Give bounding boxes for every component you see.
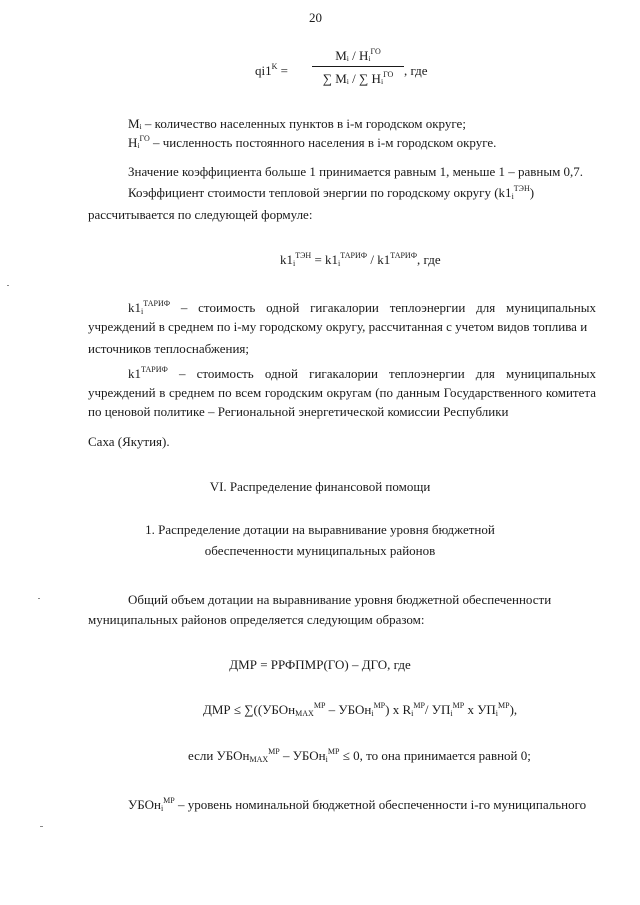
section-title: VI. Распределение финансовой помощи bbox=[209, 479, 431, 494]
scan-speck bbox=[40, 826, 43, 827]
definition-ubon: УБОн$_i^{МР}$ – уровень номинальной бюджетной обеспеченности i-го муниципального bbox=[128, 796, 587, 813]
coefficient-value-note: Значение коэффициента больше 1 принимается равным 1, меньше 1 – равным 0,7. bbox=[128, 164, 584, 179]
coefficient-heat-intro-last: рассчитывается по следующей формуле: bbox=[88, 207, 313, 222]
total-volume-paragraph: Общий объем дотации на выравнивание уровня бюджетной обеспеченности bbox=[128, 592, 552, 607]
subsection-title-line-1: 1. Распределение дотации на выравнивание уровня бюджетной bbox=[145, 522, 495, 537]
formula-q-fraction bbox=[310, 48, 406, 87]
formula-inequality: ДМР ≤ ∑((УБОн$_{MAX}^{МР}$ – УБОн$_i^{МР}$) x $R_i^{МР}/$ $УП_i^{МР}$ x $УП_i^{МР}$), bbox=[203, 701, 518, 718]
scan-speck bbox=[38, 598, 40, 599]
scan-speck bbox=[7, 285, 9, 286]
definition-k1i-last: источников теплоснабжения; bbox=[88, 341, 249, 356]
definition-k1-last: Саха (Якутия). bbox=[88, 434, 170, 449]
formula-condition: если УБОн$_{MAX}^{МР}$ – УБОн$_i^{МР}$ ≤ 0, то она принимается равной 0; bbox=[188, 747, 531, 764]
formula-dmr: ДМР = РРФПМР(ГО) – ДГО, где bbox=[229, 657, 411, 672]
subsection-title-line-2: обеспеченности муниципальных районов bbox=[204, 543, 436, 558]
definition-m: Mᵢ – количество населенных пунктов в i-м городском округе; bbox=[128, 116, 466, 131]
formula-q-lhs: $qi1^K$ = bbox=[255, 62, 288, 78]
definition-h: Hᵢ$^{ГО}$ – численность постоянного населения в i-м городском округе. bbox=[128, 134, 497, 150]
formula-q-numerator: Mᵢ / Hᵢ$^{ГО}$ bbox=[335, 47, 381, 63]
definition-k1: $k1^{ТАРИФ}$ – стоимость одной гигакалории теплоэнергии для муниципальных учреждений в среднем по всем городским округам (по данным Государственного комитета по ценовой политике – Региональной энергетической комиссии Республики bbox=[88, 365, 596, 419]
formula-q-denominator: ∑ Mᵢ / ∑ Hᵢ$^{ГО}$ bbox=[322, 70, 394, 86]
formula-k: $k1_i^{ТЭН} = k1_i^{ТАРИФ} / k1^{ТАРИФ}$, где bbox=[280, 251, 441, 268]
definition-k1i: $k1_i^{ТАРИФ}$ – стоимость одной гигакалории теплоэнергии для муниципальных учреждений в среднем по i-му городскому округу, рассчитанная с учетом видов топлива и bbox=[88, 299, 596, 334]
coefficient-heat-intro: Коэффициент стоимости тепловой энергии по городскому округу $(k1_i^{ТЭН})$ bbox=[128, 184, 535, 201]
page-number: 20 bbox=[309, 10, 322, 25]
total-volume-paragraph-last: муниципальных районов определяется следующим образом: bbox=[88, 612, 425, 627]
formula-q-suffix: , где bbox=[404, 63, 428, 78]
